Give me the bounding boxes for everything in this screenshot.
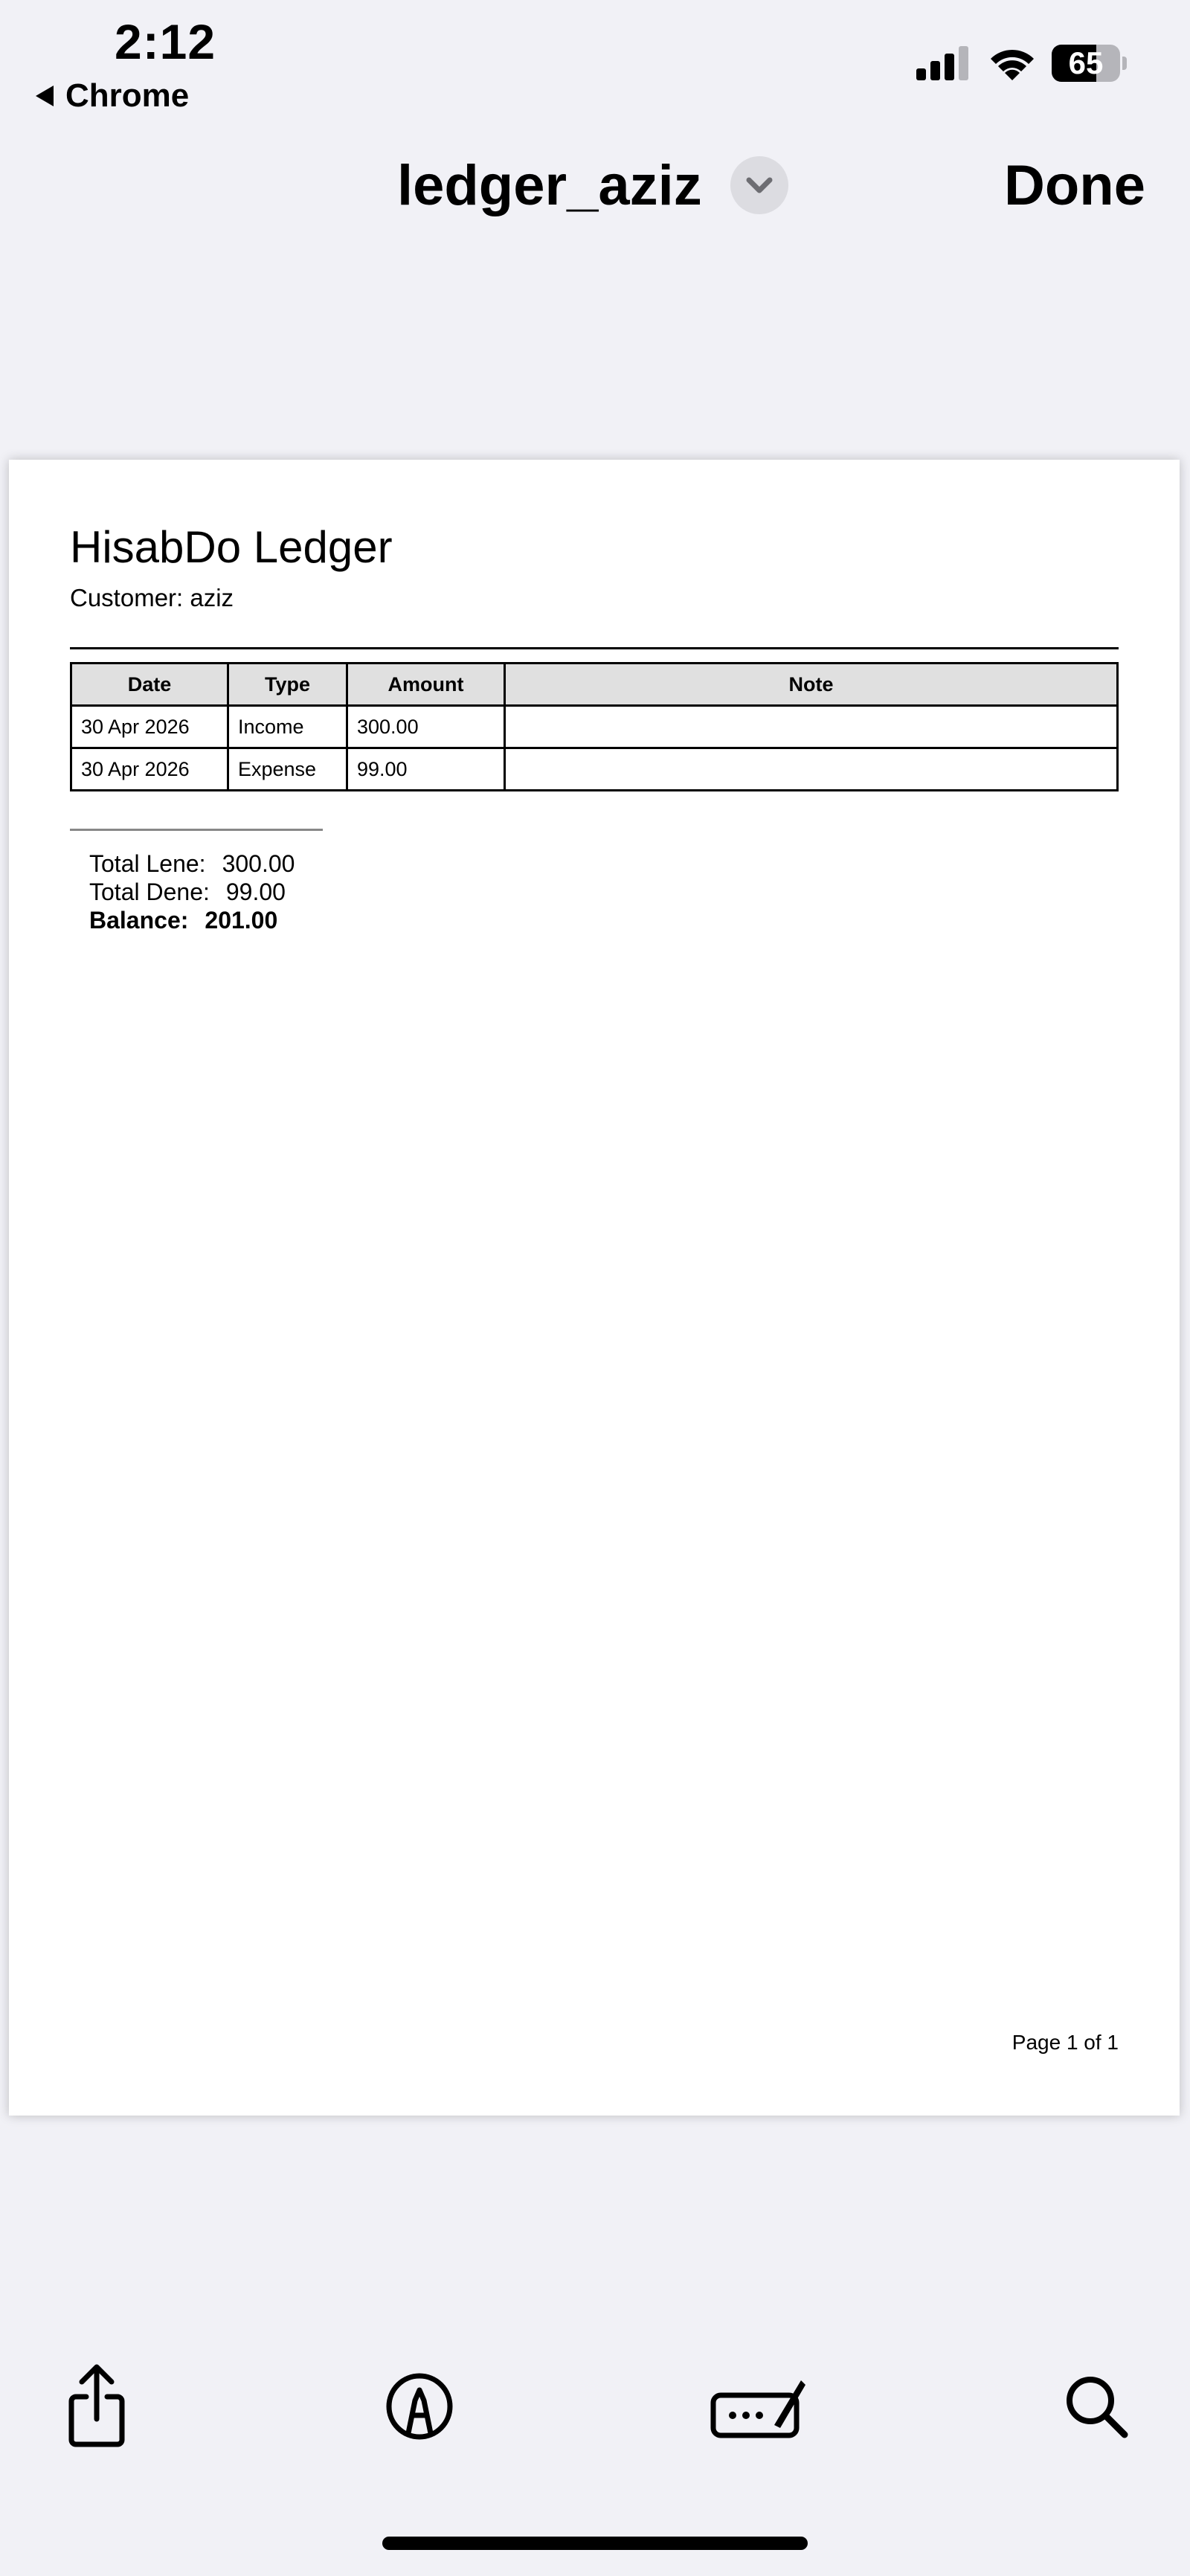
- ledger-summary: [89, 849, 295, 934]
- signature-button[interactable]: [708, 2363, 809, 2450]
- status-time: 2:12: [115, 14, 216, 69]
- ledger-table: [70, 662, 1119, 791]
- cell-type: Income: [228, 706, 347, 748]
- column-header-amount: Amount: [347, 664, 505, 706]
- customer-name: Customer: aziz: [70, 584, 234, 611]
- cell-type: Expense: [228, 748, 347, 791]
- pdf-page[interactable]: [9, 460, 1180, 2116]
- markup-icon: [384, 2371, 455, 2442]
- document-title[interactable]: ledger_aziz: [397, 154, 702, 217]
- signature-icon: [709, 2373, 808, 2440]
- done-button[interactable]: Done: [1004, 154, 1145, 217]
- search-icon: [1061, 2371, 1132, 2442]
- cell-date: 30 Apr 2026: [71, 748, 228, 791]
- total-dene-value: 99.00: [225, 879, 286, 905]
- total-lene-label: Total Lene:: [89, 850, 206, 877]
- wifi-icon: [986, 43, 1038, 82]
- back-app-label: Chrome: [65, 77, 190, 114]
- total-lene-value: 300.00: [222, 850, 295, 877]
- battery-level: 65: [1068, 45, 1104, 80]
- cell-note: [505, 748, 1118, 791]
- battery-icon: [1052, 45, 1126, 82]
- back-to-app-button[interactable]: [36, 77, 189, 115]
- markup-button[interactable]: [378, 2363, 461, 2450]
- heading-divider: [70, 647, 1119, 649]
- cell-note: [505, 706, 1118, 748]
- back-arrow-icon: [36, 86, 54, 106]
- total-lene-row: [89, 849, 295, 878]
- table-header-row: [71, 664, 1118, 706]
- balance-row: [89, 906, 295, 934]
- column-header-type: Type: [228, 664, 347, 706]
- share-button[interactable]: [55, 2363, 138, 2450]
- title-menu-button[interactable]: [730, 156, 788, 214]
- total-dene-row: [89, 878, 295, 906]
- table-row: [71, 748, 1118, 791]
- table-row: [71, 706, 1118, 748]
- total-dene-label: Total Dene:: [89, 879, 210, 905]
- cell-amount: 300.00: [347, 706, 505, 748]
- balance-label: Balance:: [89, 907, 189, 934]
- cellular-signal-icon: [916, 46, 968, 80]
- share-icon: [60, 2363, 134, 2450]
- search-button[interactable]: [1055, 2363, 1138, 2450]
- chevron-down-icon: [744, 176, 774, 195]
- balance-value: 201.00: [205, 907, 278, 934]
- home-indicator[interactable]: [382, 2537, 808, 2550]
- summary-divider: [70, 829, 323, 831]
- column-header-note: Note: [505, 664, 1118, 706]
- column-header-date: Date: [71, 664, 228, 706]
- ledger-heading: HisabDo Ledger: [70, 522, 393, 572]
- cell-date: 30 Apr 2026: [71, 706, 228, 748]
- cell-amount: 99.00: [347, 748, 505, 791]
- page-number: Page 1 of 1: [1012, 2031, 1119, 2054]
